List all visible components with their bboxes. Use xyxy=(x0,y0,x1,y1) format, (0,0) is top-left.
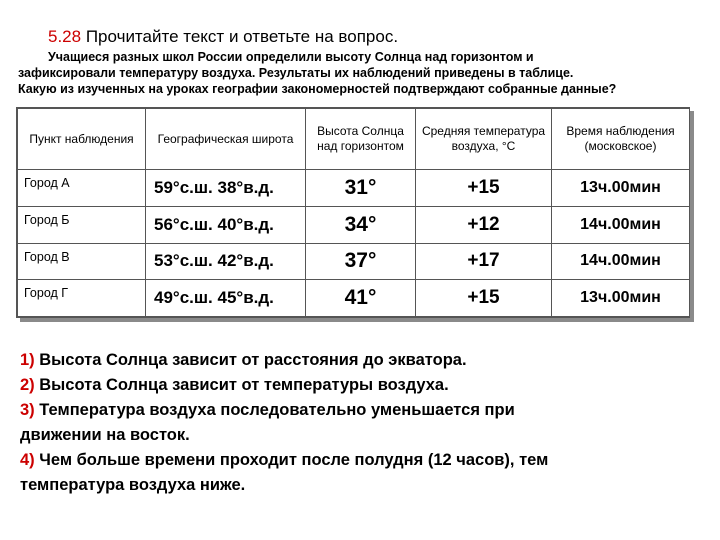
task-number: 5.28 xyxy=(48,27,82,46)
header-time: Время наблюдения (московское) xyxy=(552,109,690,170)
option-text: Высота Солнца зависит от расстояния до экватора. xyxy=(39,351,467,369)
cell-coordinates: 53°с.ш. 42°в.д. xyxy=(146,243,306,280)
option-number: 3) xyxy=(20,401,35,419)
observations-table xyxy=(17,108,690,317)
cell-time: 13ч.00мин xyxy=(552,280,690,317)
intro-line: зафиксировали температуру воздуха. Результаты их наблюдений приведены в таблице. xyxy=(18,66,574,80)
answer-options xyxy=(20,348,700,498)
table-header-row xyxy=(18,109,690,170)
option-text: Высота Солнца зависит от температуры воздуха. xyxy=(39,376,449,394)
cell-temperature: +15 xyxy=(416,280,552,317)
header-temperature: Средняя температура воздуха, °С xyxy=(416,109,552,170)
answer-option-4[interactable] xyxy=(20,448,700,473)
cell-sun-altitude: 41° xyxy=(306,280,416,317)
option-text: Температура воздуха последовательно уменьшается при xyxy=(39,401,515,419)
cell-coordinates: 59°с.ш. 38°в.д. xyxy=(146,170,306,207)
task-title xyxy=(48,27,398,47)
cell-sun-altitude: 34° xyxy=(306,206,416,243)
cell-time: 13ч.00мин xyxy=(552,170,690,207)
cell-city: Город В xyxy=(18,243,146,280)
answer-option-3-continued: движении на восток. xyxy=(20,426,190,444)
header-latitude: Географическая широта xyxy=(146,109,306,170)
table-row xyxy=(18,170,690,207)
intro-line: Какую из изученных на уроках географии закономерностей подтверждают собранные данные? xyxy=(18,82,617,96)
option-number: 4) xyxy=(20,451,35,469)
cell-temperature: +15 xyxy=(416,170,552,207)
cell-city: Город А xyxy=(18,170,146,207)
header-sun-altitude: Высота Солнца над горизонтом xyxy=(306,109,416,170)
cell-sun-altitude: 37° xyxy=(306,243,416,280)
option-text: Чем больше времени проходит после полудня (12 часов), тем xyxy=(39,451,549,469)
cell-temperature: +17 xyxy=(416,243,552,280)
intro-line: Учащиеся разных школ России определили высоту Солнца над горизонтом и xyxy=(48,50,534,64)
answer-option-1[interactable] xyxy=(20,348,700,373)
cell-city: Город Г xyxy=(18,280,146,317)
cell-time: 14ч.00мин xyxy=(552,243,690,280)
cell-temperature: +12 xyxy=(416,206,552,243)
answer-option-3[interactable] xyxy=(20,398,700,423)
observations-table-frame xyxy=(16,107,690,318)
answer-option-2[interactable] xyxy=(20,373,700,398)
task-intro xyxy=(18,49,708,97)
task-question: Прочитайте текст и ответьте на вопрос. xyxy=(85,27,399,46)
table-row xyxy=(18,280,690,317)
option-number: 2) xyxy=(20,376,35,394)
cell-time: 14ч.00мин xyxy=(552,206,690,243)
table-row xyxy=(18,243,690,280)
option-number: 1) xyxy=(20,351,35,369)
answer-option-4-continued: температура воздуха ниже. xyxy=(20,476,246,494)
header-station: Пункт наблюдения xyxy=(18,109,146,170)
table-row xyxy=(18,206,690,243)
cell-sun-altitude: 31° xyxy=(306,170,416,207)
cell-coordinates: 56°с.ш. 40°в.д. xyxy=(146,206,306,243)
cell-city: Город Б xyxy=(18,206,146,243)
cell-coordinates: 49°с.ш. 45°в.д. xyxy=(146,280,306,317)
